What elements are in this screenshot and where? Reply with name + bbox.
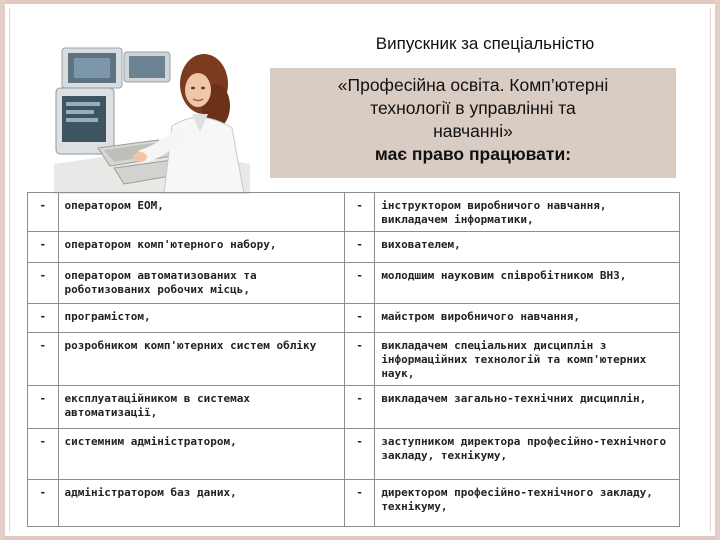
banner-line-2: технології в управлінні та (370, 98, 576, 118)
jobs-table (27, 192, 680, 527)
job-left: оператором ЕОМ, (58, 193, 344, 232)
row-bullet: - (28, 429, 59, 480)
table-row (28, 304, 680, 333)
row-bullet: - (28, 193, 59, 232)
banner-line-3: навчанні» (433, 121, 513, 141)
frame-bottom (0, 536, 720, 540)
job-left: програмістом, (58, 304, 344, 333)
frame-left (0, 0, 5, 540)
row-bullet: - (344, 193, 375, 232)
row-bullet: - (344, 333, 375, 386)
job-left: системним адміністратором, (58, 429, 344, 480)
table-row (28, 263, 680, 304)
row-bullet: - (28, 333, 59, 386)
job-left: адміністратором баз даних, (58, 480, 344, 527)
job-right: заступником директора професійно-технічного закладу, технікуму, (375, 429, 680, 480)
table-row (28, 386, 680, 429)
row-bullet: - (344, 480, 375, 527)
job-left: експлуатаційником в системах автоматизації, (58, 386, 344, 429)
banner-line-4: має право працювати: (374, 144, 572, 164)
job-right: молодшим науковим співробітником ВНЗ, (375, 263, 680, 304)
frame-inner-right (710, 8, 711, 532)
computer-operator-photo (54, 44, 250, 194)
row-bullet: - (28, 232, 59, 263)
table-row (28, 193, 680, 232)
table-row (28, 333, 680, 386)
job-right: майстром виробничого навчання, (375, 304, 680, 333)
table-row (28, 232, 680, 263)
row-bullet: - (344, 386, 375, 429)
banner-line-1: «Професійна освіта. Комп’ютерні (337, 75, 609, 95)
job-left: оператором автоматизованих та роботизованих робочих місць, (58, 263, 344, 304)
frame-top (0, 0, 720, 4)
specialty-banner (270, 68, 676, 178)
row-bullet: - (344, 304, 375, 333)
row-bullet: - (344, 263, 375, 304)
job-right: викладачем загально-технічних дисциплін, (375, 386, 680, 429)
job-right: директором професійно-технічного закладу, технікуму, (375, 480, 680, 527)
page-heading: Випускник за спеціальністю (375, 34, 595, 53)
table-row (28, 429, 680, 480)
row-bullet: - (28, 263, 59, 304)
row-bullet: - (344, 232, 375, 263)
frame-right (715, 0, 720, 540)
row-bullet: - (28, 480, 59, 527)
job-left: розробником комп'ютерних систем обліку (58, 333, 344, 386)
frame-inner-left (9, 8, 10, 532)
job-right: вихователем, (375, 232, 680, 263)
row-bullet: - (28, 386, 59, 429)
job-right: інструктором виробничого навчання, викладачем інформатики, (375, 193, 680, 232)
table-row (28, 480, 680, 527)
row-bullet: - (28, 304, 59, 333)
job-left: оператором комп'ютерного набору, (58, 232, 344, 263)
job-right: викладачем спеціальних дисциплін з інформаційних технологій та комп'ютерних наук, (375, 333, 680, 386)
row-bullet: - (344, 429, 375, 480)
